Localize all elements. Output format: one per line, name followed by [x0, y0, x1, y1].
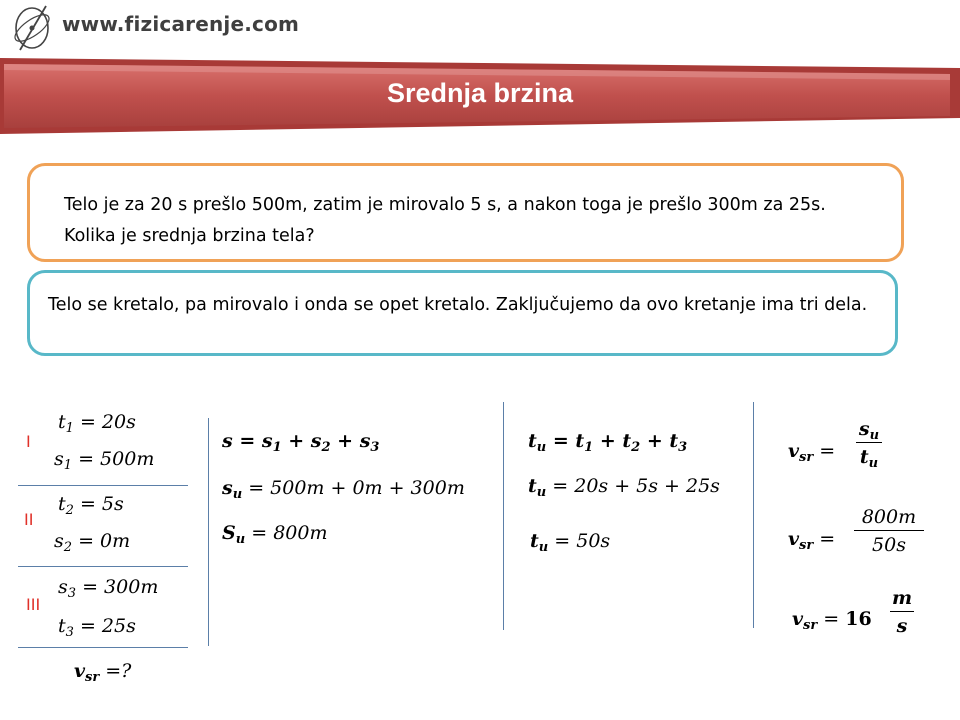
divider-line: [18, 566, 188, 567]
site-url: www.fizicarenje.com: [62, 12, 300, 36]
distance-values-equation: $s_u = 500m + 0m + 300m$: [222, 477, 465, 502]
problem-box: [27, 163, 904, 262]
given-s1: $s_1 = 500m$: [54, 448, 155, 473]
time-values-equation: $t_u = 20s + 5s + 25s$: [528, 475, 720, 500]
page-title: Srednja brzina: [386, 78, 574, 108]
site-logo[interactable]: [6, 0, 306, 56]
distance-sum-equation: $s = s_1 + s_2 + s_3$: [222, 430, 380, 455]
given-s2: $s_2 = 0m$: [54, 530, 131, 555]
speed-values-fraction: 800m 50s: [854, 506, 924, 556]
given-t1: $t_1 = 20s$: [58, 411, 136, 436]
speed-result-unit: m s: [891, 587, 913, 637]
analysis-text: Telo se kretalo, pa mirovalo i onda se opet kretalo. Zaključujemo da ovo kretanje ima tri dela.: [48, 295, 868, 315]
column-divider: [753, 402, 754, 628]
problem-text: Telo je za 20 s prešlo 500m, zatim je mirovalo 5 s, a nakon toga je prešlo 300m za 25s. Kolika je srednja brzina tela?: [64, 195, 826, 246]
speed-formula-fraction: $s_u$ $t_u$: [856, 418, 882, 468]
column-divider: [503, 402, 504, 630]
distance-result: $S_u = 800m$: [222, 522, 328, 547]
part-numeral-2: II: [24, 510, 34, 529]
time-result: $t_u = 50s$: [530, 530, 611, 555]
given-s3: $s_3 = 300m$: [58, 576, 159, 601]
divider-line: [18, 485, 188, 486]
divider-line: [18, 647, 188, 648]
given-t3: $t_3 = 25s$: [58, 615, 136, 640]
speed-formula-lhs: $v_{sr}$ =: [788, 440, 836, 465]
time-sum-equation: $t_u = t_1 + t_2 + t_3$: [528, 430, 688, 455]
speed-result: $v_{sr} = 16$: [792, 608, 872, 633]
speed-values-lhs: $v_{sr}$ =: [788, 528, 836, 553]
given-t2: $t_2 = 5s$: [58, 493, 124, 518]
part-numeral-1: I: [26, 432, 31, 451]
unknown-vsr: $v_{sr}$ =?: [74, 660, 132, 685]
column-divider: [208, 418, 209, 646]
part-numeral-3: III: [26, 595, 41, 614]
analysis-box: [27, 270, 898, 356]
logo-atom-icon: [10, 2, 58, 54]
